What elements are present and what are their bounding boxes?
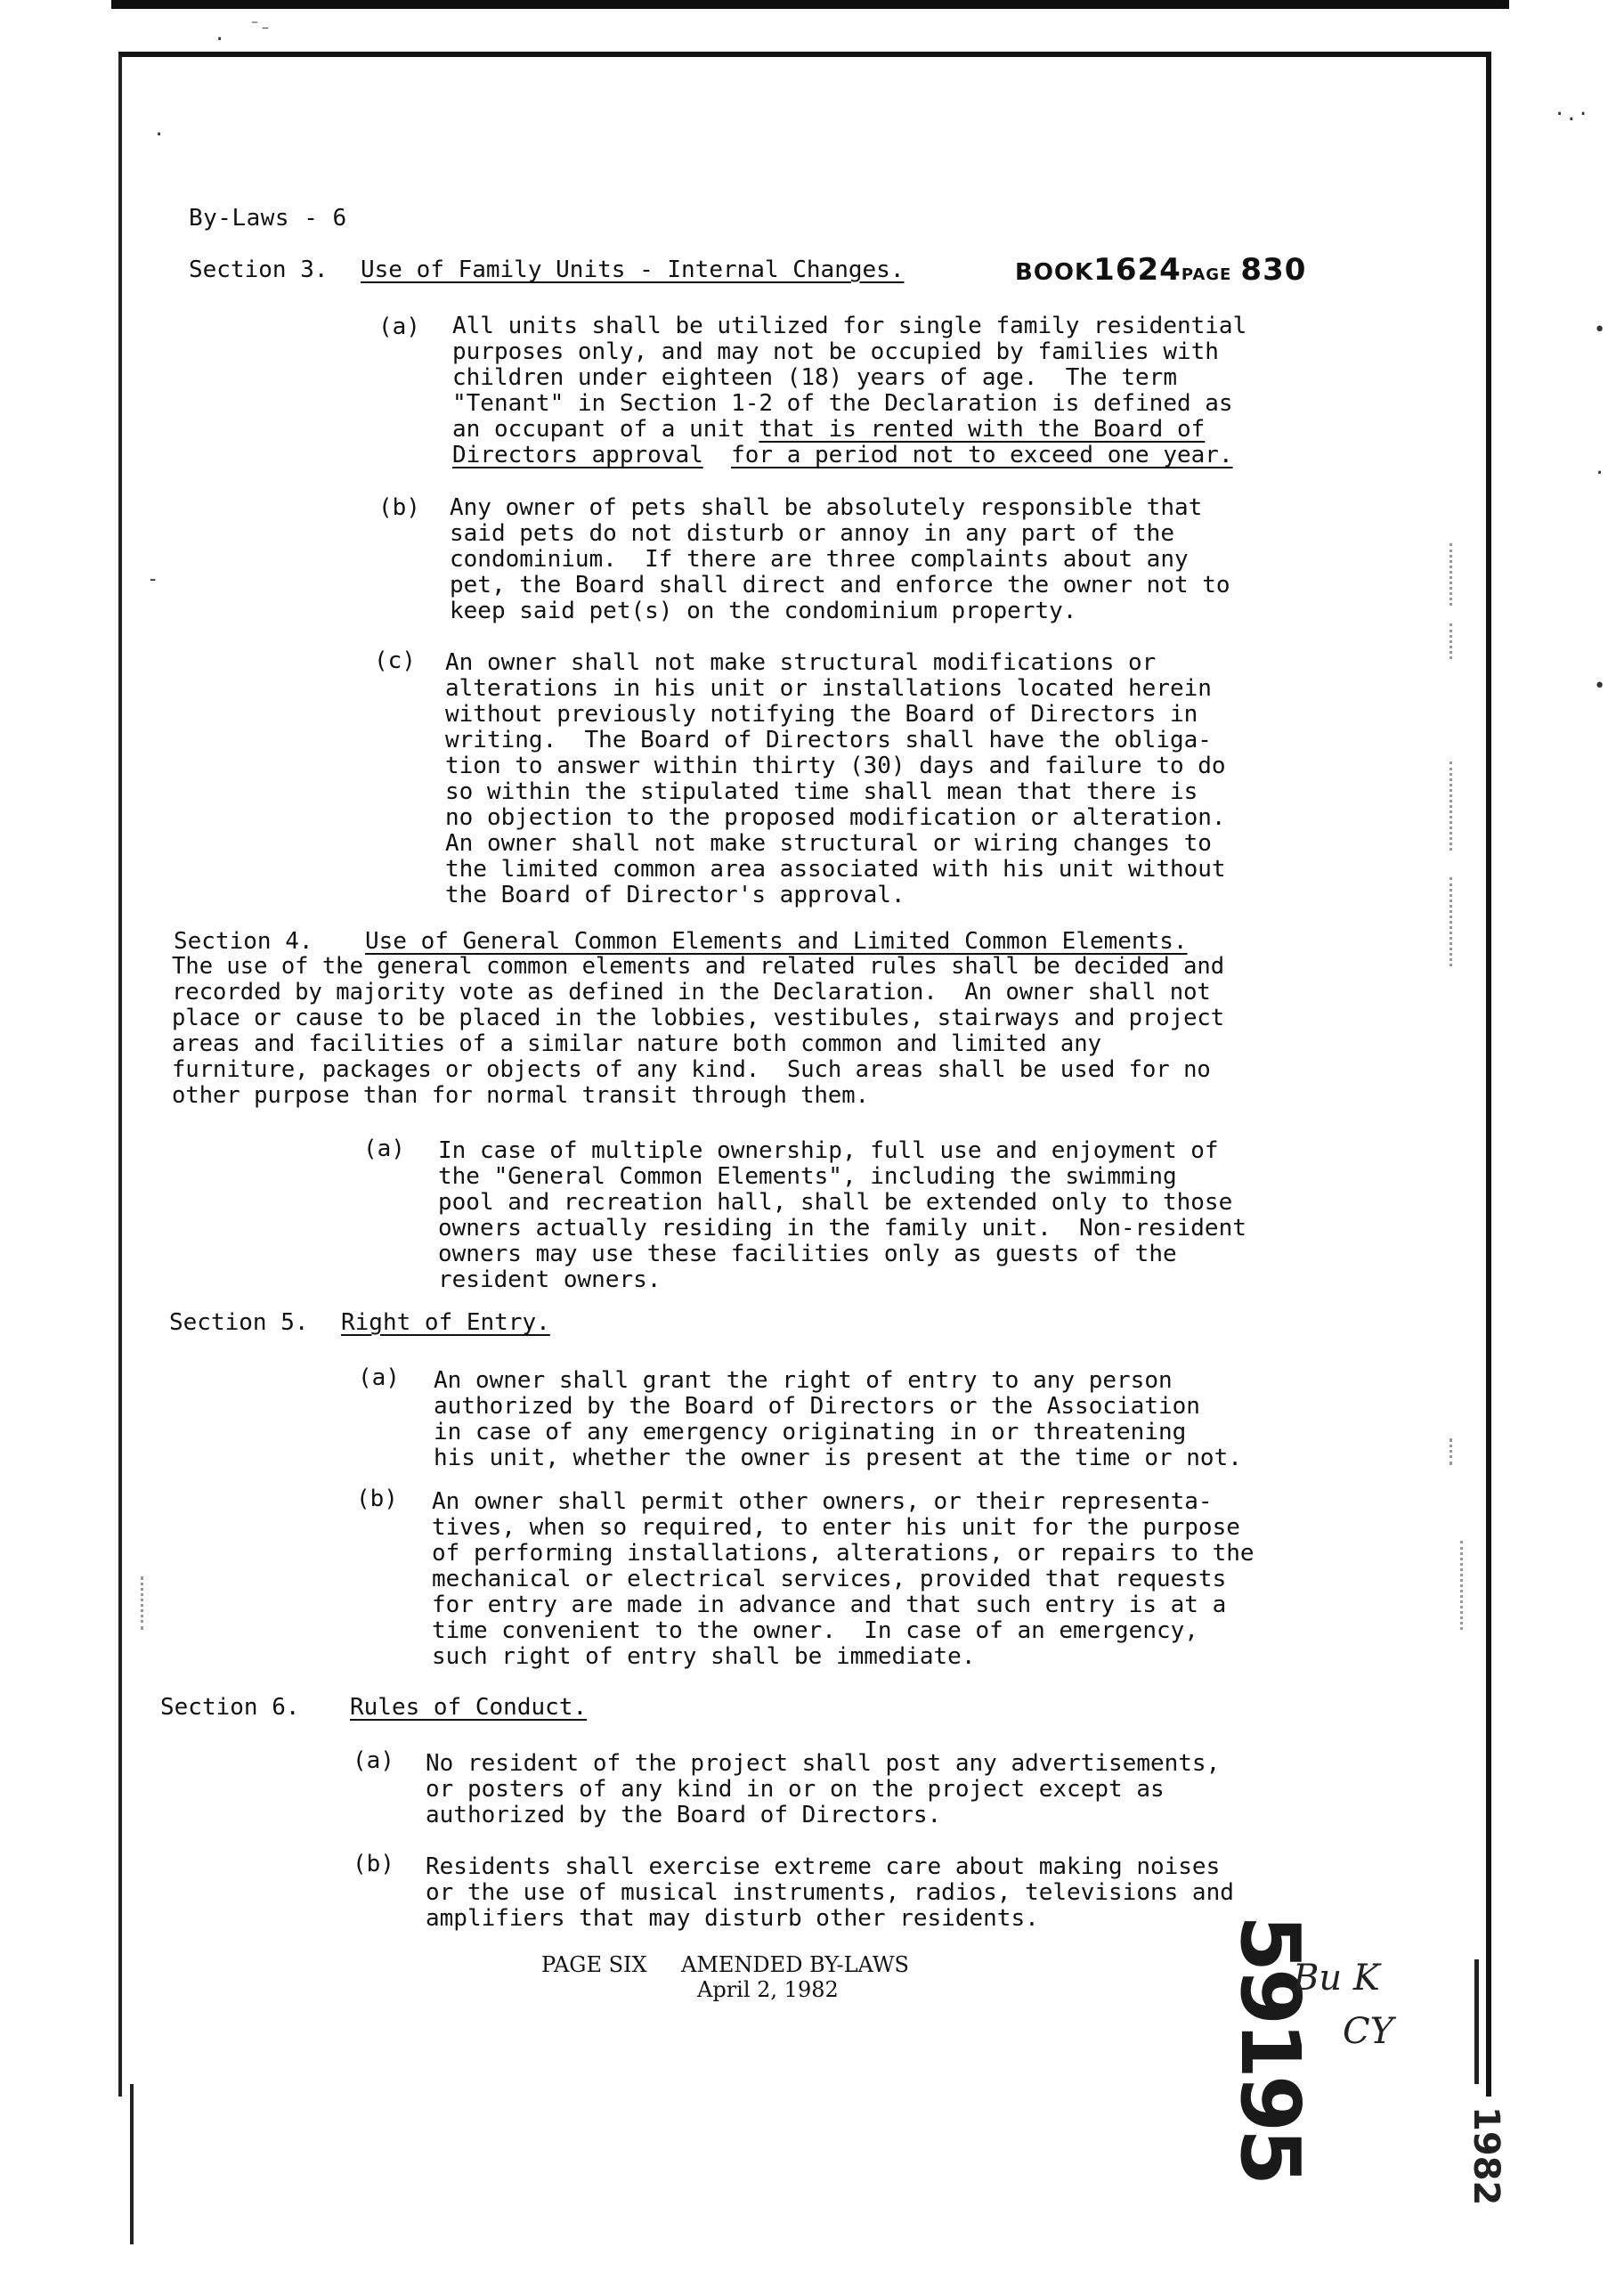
scan-top-edge	[111, 0, 1509, 9]
text-line: the "General Common Elements", including the swimming	[438, 1163, 1177, 1190]
text-line: purposes only, and may not be occupied by families with	[452, 338, 1219, 365]
text-line: condominium. If there are three complaints about any	[450, 546, 1189, 573]
item-marker: (b)	[353, 1851, 394, 1877]
section-6-item-b	[426, 1854, 1234, 1932]
section-3-label: Section 3.	[189, 256, 329, 283]
text-line: children under eighteen (18) years of age. The term	[452, 364, 1177, 391]
scan-speck: •	[1594, 675, 1606, 697]
scan-dots	[1449, 761, 1455, 851]
text-line: authorized by the Board of Directors or the Association	[434, 1393, 1200, 1420]
handwritten-note: CY	[1343, 2011, 1394, 2052]
text-line: furniture, packages or objects of any kind. Such areas shall be used for no	[172, 1056, 1211, 1083]
text-line: in case of any emergency originating in or threatening	[434, 1419, 1187, 1445]
scan-dots	[1449, 543, 1455, 606]
section-6-item-a	[426, 1751, 1220, 1828]
book-page-reference	[1015, 252, 1306, 288]
section-3-title: Use of Family Units - Internal Changes.	[361, 256, 905, 283]
text-line: pet, the Board shall direct and enforce the owner not to	[450, 572, 1230, 598]
text-line: writing. The Board of Directors shall have the obliga-	[445, 727, 1212, 753]
text-line: keep said pet(s) on the condominium property.	[450, 598, 1077, 624]
section-5-label: Section 5.	[169, 1309, 309, 1336]
book-number: 1624	[1093, 252, 1181, 288]
text-line: his unit, whether the owner is present at the time or not.	[434, 1445, 1242, 1471]
footer-amended: AMENDED BY-LAWS	[681, 1952, 909, 1977]
text-line: owners actually residing in the family unit. Non-resident	[438, 1215, 1246, 1242]
scan-speck: ·.·	[1554, 103, 1589, 126]
text-line: An owner shall permit other owners, or their representa-	[432, 1488, 1213, 1515]
text-line: In case of multiple ownership, full use and enjoyment of	[438, 1137, 1219, 1164]
item-marker: (a)	[353, 1747, 394, 1774]
scan-dots	[1449, 1438, 1455, 1465]
section-4-body	[172, 954, 1224, 1109]
amended-text: for a period not to exceed one year.	[731, 442, 1233, 468]
text-line	[452, 417, 1246, 443]
text-line: amplifiers that may disturb other residents.	[426, 1905, 1039, 1932]
text-line: time convenient to the owner. In case of an emergency,	[432, 1617, 1198, 1644]
text-line: such right of entry shall be immediate.	[432, 1643, 976, 1670]
footer-page-text: PAGE SIX	[541, 1952, 647, 1977]
scan-dots	[1460, 1541, 1466, 1630]
text-line: An owner shall grant the right of entry to any person	[434, 1367, 1173, 1394]
text-line: "Tenant" in Section 1-2 of the Declaration is defined as	[452, 390, 1233, 417]
text-line: so within the stipulated time shall mean that there is	[445, 778, 1198, 805]
text-line: owners may use these facilities only as guests of the	[438, 1241, 1177, 1267]
scan-speck: -	[147, 568, 159, 590]
section-3-item-c	[445, 650, 1226, 908]
text-line: alterations in his unit or installations located herein	[445, 675, 1212, 702]
amended-text: Directors approval	[452, 442, 703, 468]
book-prefix: BOOK	[1015, 259, 1094, 286]
text-line: The use of the general common elements and related rules shall be decided and	[172, 953, 1225, 980]
scan-dots	[1449, 877, 1455, 966]
text-fragment: an occupant of a unit	[452, 416, 759, 443]
text-line: said pets do not disturb or annoy in any part of the	[450, 520, 1174, 547]
section-5-item-b	[432, 1489, 1255, 1670]
text-line: for entry are made in advance and that such entry is at a	[432, 1592, 1227, 1618]
text-line: tives, when so required, to enter his unit for the purpose	[432, 1514, 1240, 1541]
page-prefix: PAGE	[1181, 265, 1232, 284]
text-line: recorded by majority vote as defined in the Declaration. An owner shall not	[172, 979, 1211, 1006]
text-line: without previously notifying the Board of Directors in	[445, 701, 1198, 728]
recording-date-stamp: 1982	[1466, 2106, 1506, 2206]
text-line: or posters of any kind in or on the project except as	[426, 1776, 1165, 1803]
scan-speck: .	[1594, 457, 1606, 479]
text-line: areas and facilities of a similar nature both common and limited any	[172, 1030, 1101, 1057]
scan-speck: .	[214, 23, 226, 45]
text-line: of performing installations, alterations, or repairs to the	[432, 1540, 1255, 1567]
item-marker: (a)	[358, 1364, 400, 1391]
text-line: Any owner of pets shall be absolutely responsible that	[450, 494, 1203, 521]
amended-text: that is rented with the Board of	[759, 416, 1206, 443]
text-line: place or cause to be placed in the lobbies, vestibules, stairways and project	[172, 1005, 1225, 1031]
section-4-label: Section 4.	[174, 928, 313, 955]
scan-left-edge	[130, 2084, 134, 2244]
scan-dots	[1449, 623, 1455, 659]
page-label: By-Laws - 6	[189, 205, 347, 232]
page-number: 830	[1240, 252, 1307, 288]
footer-date: April 2, 1982	[697, 1977, 839, 2002]
text-line: no objection to the proposed modification or alteration.	[445, 804, 1226, 831]
scan-speck: •	[1594, 319, 1606, 341]
text-line: pool and recreation hall, shall be extended only to those	[438, 1189, 1233, 1216]
scan-dots	[141, 1576, 146, 1630]
text-line: other purpose than for normal transit through them.	[172, 1082, 869, 1109]
scan-speck: .	[153, 118, 166, 141]
text-line: or the use of musical instruments, radios, televisions and	[426, 1879, 1234, 1906]
text-line: No resident of the project shall post any advertisements,	[426, 1750, 1221, 1777]
text-line: the limited common area associated with his unit without	[445, 856, 1226, 883]
item-marker: (a)	[363, 1136, 405, 1162]
text-line: Residents shall exercise extreme care about making noises	[426, 1853, 1221, 1880]
handwritten-note: Bu K	[1293, 1958, 1380, 1999]
scan-speck: ⁻₋	[249, 14, 272, 36]
section-3-item-a	[452, 314, 1246, 468]
margin-line	[1474, 1959, 1479, 2084]
text-line: tion to answer within thirty (30) days and failure to do	[445, 753, 1226, 779]
item-marker: (b)	[378, 494, 420, 521]
section-6-label: Section 6.	[160, 1694, 300, 1721]
item-marker: (a)	[378, 314, 420, 340]
section-4-item-a	[438, 1138, 1246, 1293]
instrument-number-stamp: 59195	[1222, 1915, 1318, 2183]
text-line: An owner shall not make structural or wiring changes to	[445, 830, 1212, 857]
text-line: An owner shall not make structural modifications or	[445, 649, 1157, 676]
section-5-title: Right of Entry.	[341, 1309, 550, 1336]
section-3-item-b	[450, 495, 1230, 624]
text-line	[452, 443, 1246, 468]
section-5-item-a	[434, 1368, 1242, 1471]
section-4-title: Use of General Common Elements and Limited Common Elements.	[365, 928, 1188, 955]
text-line: mechanical or electrical services, provided that requests	[432, 1566, 1227, 1592]
text-line: the Board of Director's approval.	[445, 882, 905, 908]
text-line: resident owners.	[438, 1266, 662, 1293]
text-line: All units shall be utilized for single family residential	[452, 313, 1247, 339]
section-6-title: Rules of Conduct.	[350, 1694, 588, 1721]
text-line: authorized by the Board of Directors.	[426, 1802, 942, 1828]
item-marker: (c)	[374, 647, 416, 674]
item-marker: (b)	[356, 1486, 398, 1512]
